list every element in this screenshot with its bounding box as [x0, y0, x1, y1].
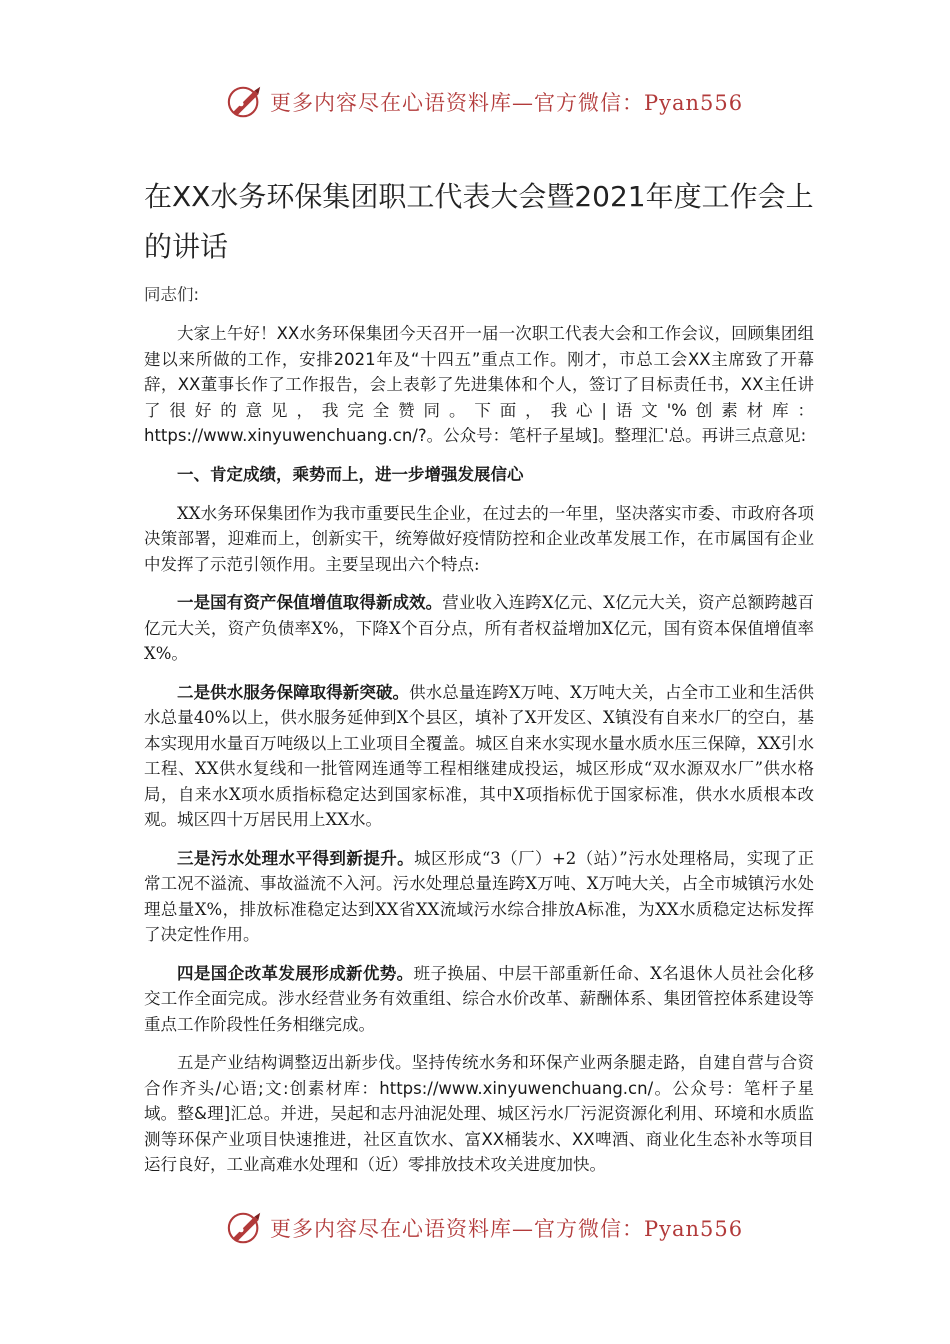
point-paragraph [144, 590, 814, 667]
footer-banner [226, 1208, 743, 1248]
intro-paragraph: 大家上午好！XX水务环保集团今天召开一届一次职工代表大会和工作会议，回顾集团组建以来所做的工作，安排2021年及“十四五”重点工作。刚才，市总工会XX主席致了开幕辞，XX董事长作了工作报告，会上表彰了先进集体和个人，签订了目标责任书，XX主任讲了很好的意见，我完全赞同。下面，我心|语文'%创素材库：https://www.xinyuwenchuang.cn/?。公众号：笔杆子星域]。整理汇'总。再讲三点意见: [144, 324, 814, 445]
point-lead: 三是污水处理水平得到新提升。 [177, 848, 415, 868]
section-intro-paragraph: XX水务环保集团作为我市重要民生企业，在过去的一年里，坚决落实市委、市政府各项决策部署，迎难而上，创新实干，统筹做好疫情防控和企业改革发展工作，在市属国有企业中发挥了示范引领作用。主要呈现出六个特点: [144, 503, 814, 574]
point-lead: 四是国企改革发展形成新优势。 [177, 963, 414, 983]
point-paragraph: 五是产业结构调整迈出新步伐。坚持传统水务和环保产业两条腿走路，自建自营与合资合作齐头/心语;文:创素材库：https://www.xinyuwenchuang.cn/。公众号：笔杆子星域。整&理]汇总。并进，吴起和志丹油泥处理、城区污水厂污泥资源化利用、环境和水质监测等环保产业项目快速推进，社区直饮水、富XX桶装水、XX啤酒、商业化生态补水等项目运行良好，工业高难水处理和（近）零排放技术攻关进度加快。 [144, 1053, 814, 1174]
point-body: 供水总量连跨X万吨、X万吨大关，占全市工业和生活供水总量40%以上，供水服务延伸到X个县区，填补了X开发区、X镇没有自来水厂的空白，基本实现用水量百万吨级以上工业项目全覆盖。城区自来水实现水量水质水压三保障，XX引水工程、XX供水复线和一批管网连通等工程相继建成投运，城区形成“双水源双水厂”供水格局，自来水X项水质指标稳定达到国家标准，其中X项指标优于国家标准，供水水质根本改观。城区四十万居民用上XX水。 [144, 682, 814, 829]
banner-text: 更多内容尽在心语资料库—官方微信：Pyan556 [270, 1217, 744, 1241]
point-body: 城区形成“3（厂）+2（站）”污水处理格局，实现了正常工况不溢流、事故溢流不入河。污水处理总量连跨X万吨、X万吨大关，占全市城镇污水处理总量X%，排放标准稳定达到XX省XX流域污水综合排放A标准，为XX水质稳定达标发挥了决定性作用。 [144, 848, 814, 944]
salutation: 同志们: [144, 285, 200, 304]
document-body [144, 282, 814, 1178]
pen-logo-icon [226, 1209, 264, 1247]
point-body: 营业收入连跨X亿元、X亿元大关，资产总额跨越百亿元大关，资产负债率X%，下降X个百分点，所有者权益增加X亿元，国有资本保值增值率X%。 [144, 593, 814, 663]
point-lead: 一是国有资产保值增值取得新成效。 [177, 593, 443, 612]
section-heading: 一、肯定成绩，乘势而上，进一步增强发展信心 [177, 464, 524, 484]
header-banner [226, 82, 743, 122]
document-title: 在XX水务环保集团职工代表大会暨2021年度工作会上的讲话 [144, 180, 814, 263]
pen-logo-icon [226, 83, 264, 121]
point-paragraph [144, 961, 814, 1038]
banner-text: 更多内容尽在心语资料库—官方微信：Pyan556 [270, 91, 744, 115]
point-lead: 二是供水服务保障取得新突破。 [177, 682, 410, 702]
point-body: 班子换届、中层干部重新任命、X名退休人员社会化移交工作全面完成。涉水经营业务有效重组、综合水价改革、薪酬体系、集团管控体系建设等重点工作阶段性任务相继完成。 [144, 963, 815, 1034]
point-paragraph [144, 680, 814, 833]
point-paragraph [144, 846, 814, 948]
